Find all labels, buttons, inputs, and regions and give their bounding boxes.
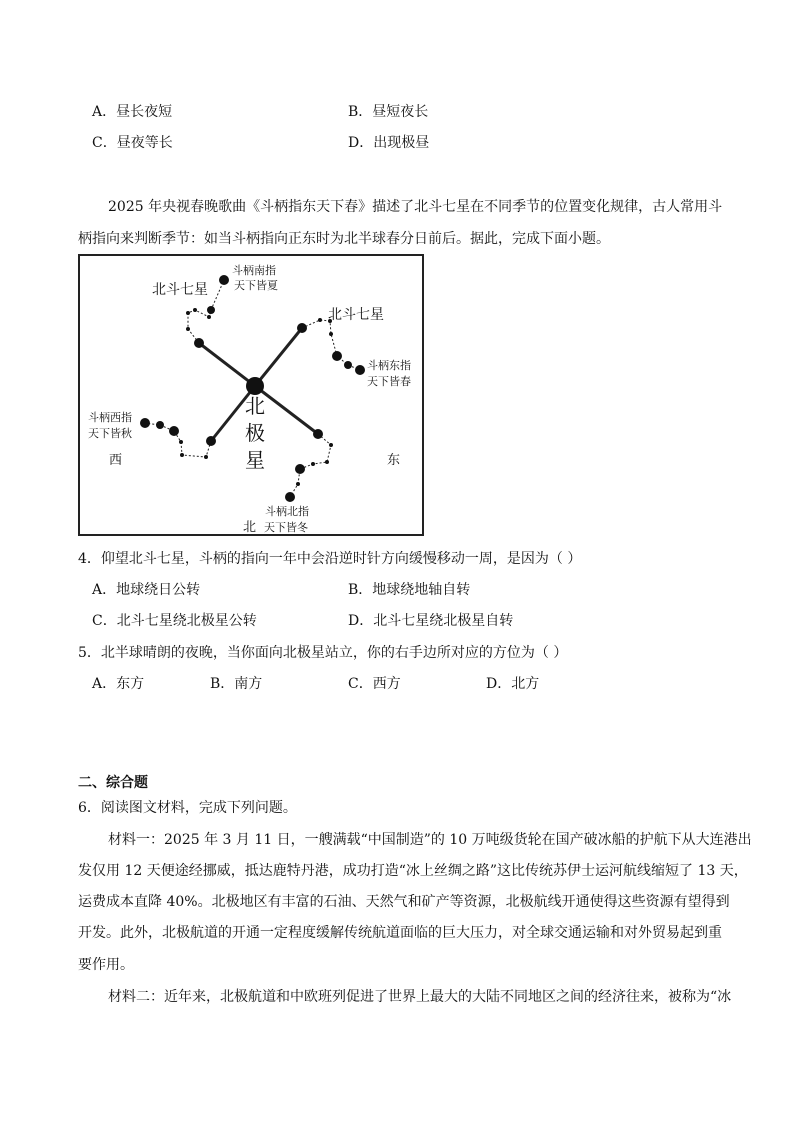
star xyxy=(295,464,305,474)
star xyxy=(206,436,216,446)
star xyxy=(318,318,322,322)
material2-line-1: 材料二：近年来，北极航道和中欧班列促进了世界上最大的大陆不同地区之间的经济往来，被称为“冰 xyxy=(108,989,732,1005)
q6-stem: 6．阅读图文材料，完成下列问题。 xyxy=(78,800,297,816)
star xyxy=(344,361,352,369)
direction-east: 东 xyxy=(387,453,401,468)
label-east-1: 斗柄东指 xyxy=(367,359,411,372)
q3-option-c: C．昼夜等长 xyxy=(92,135,173,151)
star xyxy=(329,332,333,336)
star xyxy=(219,275,229,285)
star xyxy=(297,323,307,333)
label-beidou-topright: 北斗七星 xyxy=(328,307,384,323)
label-beidou-topleft: 北斗七星 xyxy=(152,282,208,298)
direction-west: 西 xyxy=(109,453,123,468)
material1-line-5: 要作用。 xyxy=(78,957,134,973)
material1-line-3: 运费成本直降 40%。北极地区有丰富的石油、天然气和矿产等资源，北极航线开通使得这些资源有望得到 xyxy=(78,894,730,910)
star xyxy=(179,440,183,444)
q4-option-d: D．北斗七星绕北极星自转 xyxy=(348,613,514,629)
star xyxy=(313,429,323,439)
intro-line-1: 2025 年央视春晚歌曲《斗柄指东天下春》描述了北斗七星在不同季节的位置变化规律，古人常用斗 xyxy=(108,199,723,215)
q4-option-b: B．地球绕地轴自转 xyxy=(348,582,471,598)
star xyxy=(296,482,300,486)
big-dipper-svg xyxy=(78,254,424,536)
star xyxy=(204,455,208,459)
star xyxy=(180,453,184,457)
star xyxy=(207,315,211,319)
q3-option-b: B．昼短夜长 xyxy=(348,104,429,120)
q3-option-d: D．出现极昼 xyxy=(348,135,430,151)
star xyxy=(186,311,190,315)
star xyxy=(355,365,365,375)
star xyxy=(207,306,215,314)
material1-line-2: 发仅用 12 天便途经挪威，抵达鹿特丹港，成功打造“冰上丝绸之路”这比传统苏伊士运河航线缩短了 13 天， xyxy=(78,863,748,879)
polaris-label-3: 星 xyxy=(245,448,265,472)
polaris-star xyxy=(246,377,264,395)
star xyxy=(140,418,150,428)
q4-stem: 4．仰望北斗七星，斗柄的指向一年中会沿逆时针方向缓慢移动一周，是因为（ ） xyxy=(78,551,582,567)
star xyxy=(329,443,333,447)
polaris-label-2: 极 xyxy=(245,421,265,445)
q3-option-a: A．昼长夜短 xyxy=(92,104,173,120)
star xyxy=(193,308,197,312)
big-dipper-diagram xyxy=(78,254,424,536)
material1-line-1: 材料一：2025 年 3 月 11 日，一艘满载“中国制造”的 10 万吨级货轮在国产破冰船的护航下从大连港出 xyxy=(108,832,752,848)
label-south-2: 天下皆夏 xyxy=(234,279,278,292)
star xyxy=(169,426,179,436)
q4-option-a: A．地球绕日公转 xyxy=(92,582,201,598)
label-north-2: 天下皆冬 xyxy=(264,521,308,534)
label-east-2: 天下皆春 xyxy=(367,375,411,388)
section-heading: 二、综合题 xyxy=(78,775,148,791)
star xyxy=(285,492,295,502)
star xyxy=(325,460,329,464)
intro-line-2: 柄指向来判断季节：如当斗柄指向正东时为北半球春分日前后。据此，完成下面小题。 xyxy=(78,231,610,247)
q5-option-c: C．西方 xyxy=(348,676,401,692)
star xyxy=(194,338,204,348)
q5-stem: 5．北半球晴朗的夜晚，当你面向北极星站立，你的右手边所对应的方位为（ ） xyxy=(78,645,568,661)
label-south-1: 斗柄南指 xyxy=(232,264,276,277)
star xyxy=(186,327,190,331)
label-west-1: 斗柄西指 xyxy=(88,411,132,424)
q5-option-d: D．北方 xyxy=(486,676,540,692)
polaris-label-1: 北 xyxy=(245,394,265,418)
q4-option-c: C．北斗七星绕北极星公转 xyxy=(92,613,257,629)
direction-north: 北 xyxy=(243,520,257,535)
label-west-2: 天下皆秋 xyxy=(88,427,132,440)
q5-option-b: B．南方 xyxy=(210,676,263,692)
star xyxy=(332,351,342,361)
label-north-1: 斗柄北指 xyxy=(265,505,309,518)
star xyxy=(311,462,315,466)
material1-line-4: 开发。此外，北极航道的开通一定程度缓解传统航道面临的巨大压力，对全球交通运输和对外贸易起到重 xyxy=(78,925,722,941)
q5-option-a: A．东方 xyxy=(92,676,145,692)
star xyxy=(156,421,164,429)
